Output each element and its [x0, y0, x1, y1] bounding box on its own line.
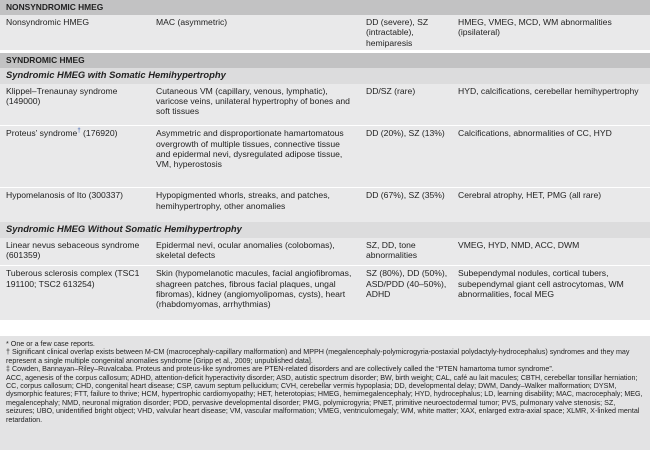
- dagger-footnote-mark: †: [77, 128, 81, 135]
- subsection-title: Syndromic HMEG with Somatic Hemihypertrophy: [0, 68, 650, 84]
- neuro-cell: SZ, DD, tone abnormalities: [360, 238, 452, 266]
- section-title: SYNDROMIC HMEG: [0, 53, 650, 68]
- condition-name: Proteus’ syndrome: [6, 128, 78, 139]
- imaging-cell: HYD, calcifications, cerebellar hemihypertrophy: [452, 84, 650, 126]
- features-cell: Asymmetric and disproportionate hamartomatous overgrowth of multiple tissues, connective tissue and epidermal nevi, dysregulated adipose tissue, VM, hyperostosis: [150, 126, 360, 188]
- condition-cell: Hypomelanosis of Ito (300337): [0, 188, 150, 222]
- footnote-double-dagger: ‡ Cowden, Bannayan–Riley–Ruvalcaba. Proteus and proteus-like syndromes are PTEN-related disorders and are collectively called the “PTEN hamartoma tumor syndrome”.: [6, 365, 554, 374]
- subsection-header-without-hemihypertrophy: [0, 222, 650, 238]
- section-title: NONSYNDROMIC HMEG: [0, 0, 650, 15]
- imaging-cell: HMEG, VMEG, MCD, WM abnormalities (ipsilateral): [452, 15, 650, 50]
- condition-cell: Linear nevus sebaceous syndrome (601359): [0, 238, 150, 266]
- table-footnotes: [0, 336, 650, 450]
- footnote-dagger: † Significant clinical overlap exists between M-CM (macrocephaly-capillary malformation) and MPPH (megalencephaly-polymicrogyria-postaxial polydactyly-hydrocephalus) syndromes and they may represent a single multiple congenital anomalies syndrome [Gripp et al., 2009; unpublished data].: [6, 348, 630, 365]
- neuro-cell: SZ (80%), DD (50%), ASD/PDD (40–50%), ADHD: [360, 266, 452, 320]
- neuro-cell: DD (20%), SZ (13%): [360, 126, 452, 188]
- neuro-cell: DD/SZ (rare): [360, 84, 452, 126]
- imaging-cell: Subependymal nodules, cortical tubers, subependymal giant cell astrocytomas, WM abnormalities, focal MEG: [452, 266, 650, 320]
- table-row: [0, 15, 650, 50]
- table-row: [0, 84, 650, 126]
- condition-cell: Tuberous sclerosis complex (TSC1 191100; TSC2 613254): [0, 266, 150, 320]
- table-row: [0, 266, 650, 320]
- table-row: [0, 188, 650, 222]
- features-cell: MAC (asymmetric): [150, 15, 360, 50]
- table-row: [0, 238, 650, 266]
- subsection-header-with-hemihypertrophy: [0, 68, 650, 84]
- condition-cell: Klippel–Trenaunay syndrome (149000): [0, 84, 150, 126]
- neuro-cell: DD (67%), SZ (35%): [360, 188, 452, 222]
- condition-cell: [0, 126, 150, 188]
- imaging-cell: Cerebral atrophy, HET, PMG (all rare): [452, 188, 650, 222]
- features-cell: Skin (hypomelanotic macules, facial angiofibromas, shagreen patches, fibrous facial plaques, ungal fibromas), kidney (angiomyolipomas, cysts), heart (rhabdomyomas, arrhythmias): [150, 266, 360, 320]
- condition-cell: Nonsyndromic HMEG: [0, 15, 150, 50]
- features-cell: Cutaneous VM (capillary, venous, lymphatic), varicose veins, unilateral hypertrophy of bones and soft tissues: [150, 84, 360, 126]
- omim-number: (176920): [80, 128, 118, 139]
- table-row: [0, 126, 650, 188]
- neuro-cell: DD (severe), SZ (intractable), hemiparesis: [360, 15, 452, 50]
- section-header-nonsyndromic: [0, 0, 650, 15]
- subsection-title: Syndromic HMEG Without Somatic Hemihypertrophy: [0, 222, 650, 238]
- abbreviations: ACC, agenesis of the corpus callosum; ADHD, attention-deficit hyperactivity disorder; ASD, autistic spectrum disorder; BW, birth weight; CAL, café au lait macules; CBTH, cerebellar tonsillar herniation; CC, corpus callosum; CHD, congenital heart disease; CSP, cavum septum pellucidum; CVH, cerebellar vermis hypoplasia; DD, developmental delay; DWM, Dandy–Walker malformation; DYSM, dysmorphic features; FTT, failure to thrive; HCM, hypertrophic cardiomyopathy; HET, heterotopias; HMEG, hemimegalencephaly; HYD, hydrocephalus; LD, learning disability; MAC, macrocephaly; MEG, megalencephaly; NMD, neuronal migration disorder; PDD, pervasive developmental disorder; PMG, polymicrogyria; PNET, primitive neuroectodermal tumor; PVS, pulmonary valve stenosis; SZ, seizures; UBO, unidentified bright object; VHD, valvular heart disease; VM, vascular malformation; VMEG, ventriculomegaly; WM, white matter; XAX, enlarged extra-axial space; XLMR, X-linked mental retardation.: [6, 373, 643, 424]
- features-cell: Epidermal nevi, ocular anomalies (colobomas), skeletal defects: [150, 238, 360, 266]
- footnote-case-reports: * One or a few case reports.: [6, 340, 95, 348]
- imaging-cell: Calcifications, abnormalities of CC, HYD: [452, 126, 650, 188]
- imaging-cell: VMEG, HYD, NMD, ACC, DWM: [452, 238, 650, 266]
- section-header-syndromic: [0, 53, 650, 68]
- features-cell: Hypopigmented whorls, streaks, and patches, hemihypertrophy, other anomalies: [150, 188, 360, 222]
